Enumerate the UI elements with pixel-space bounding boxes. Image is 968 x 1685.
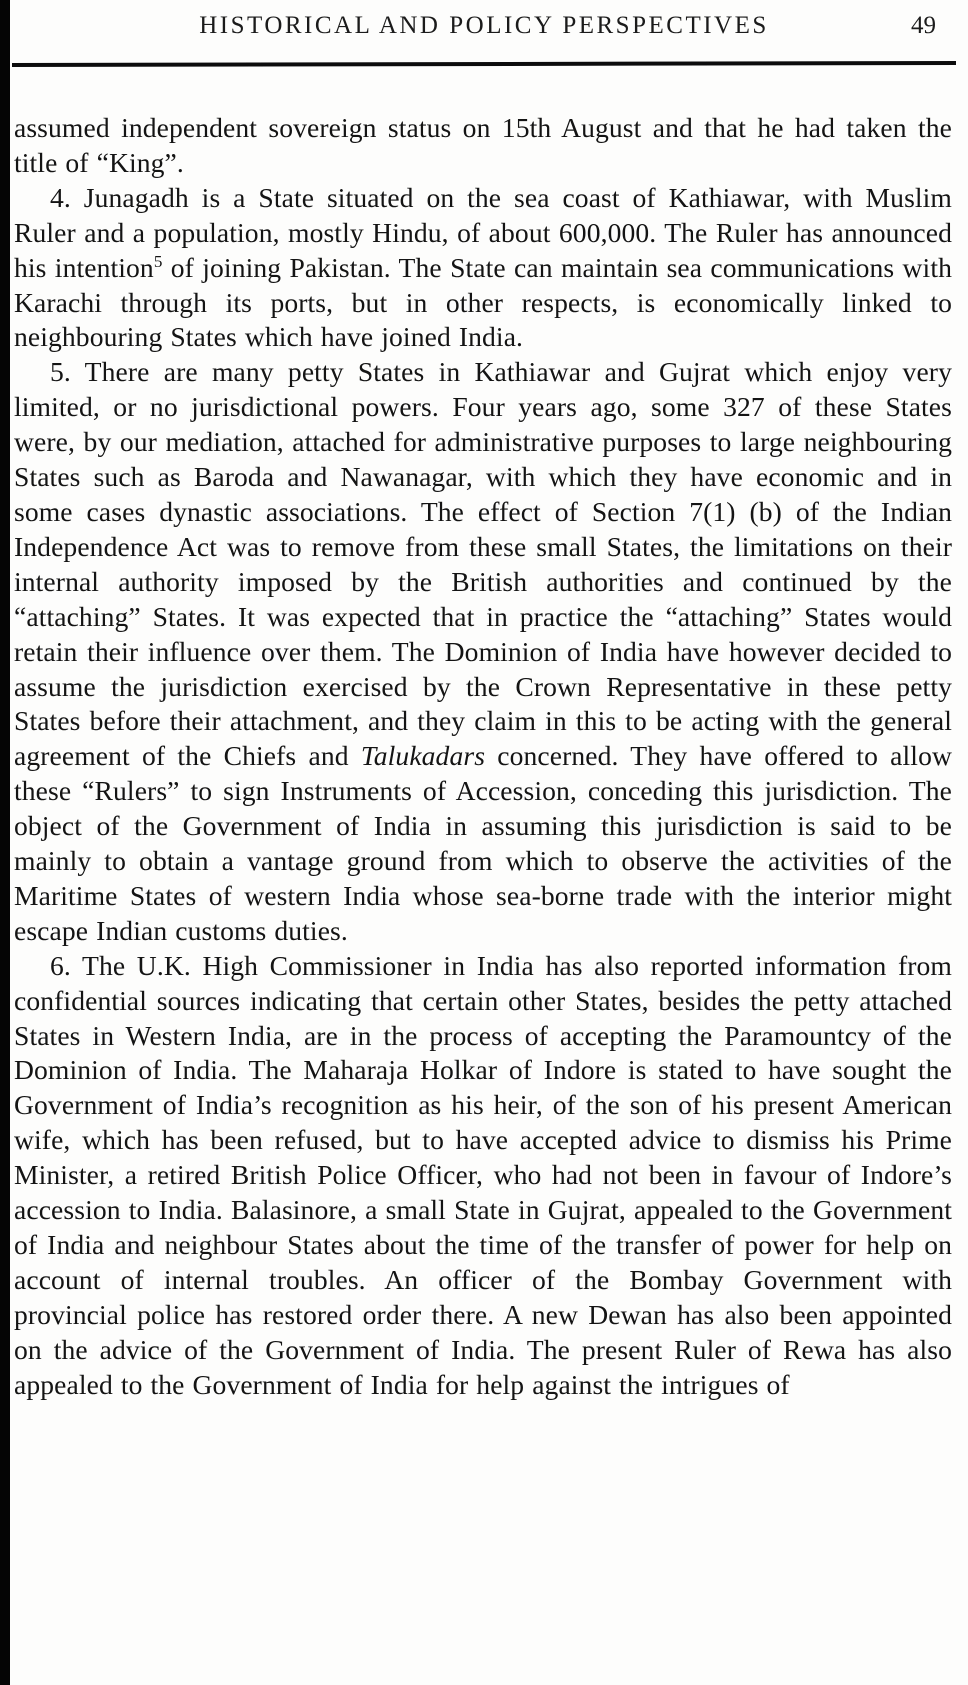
paragraph-5	[14, 355, 952, 948]
page-header	[10, 12, 958, 52]
header-rule	[12, 61, 956, 67]
page-number: 49	[911, 12, 936, 39]
paragraph-6-text: 6. The U.K. High Commissioner in India has also reported information from confidential sources indicating that certain other States, besides the petty attached States in Western India, are in the process of accepting the Paramountcy of the Dominion of India. The Maharaja Holkar of Indore is stated to have sought the Government of India’s recognition as his heir, of the son of his present American wife, which has been refused, but to have accepted advice to dismiss his Prime Minister, a retired British Police Officer, who had not been in favour of Indore’s accession to India. Balasinore, a small State in Gujrat, appealed to the Government of India and neighbour States about the time of the transfer of power for help on account of internal troubles. An officer of the Bombay Government with provincial police has restored order there. A new Dewan has also been appointed on the advice of the Government of India. The present Ruler of Rewa has also appealed to the Government of India for help against the intrigues of	[14, 949, 952, 1400]
paragraph-6	[14, 949, 952, 1403]
scan-gutter-shadow	[0, 0, 10, 1685]
footnote-marker-5: 5	[153, 251, 163, 271]
paragraph-4	[14, 181, 952, 356]
paragraph-5-text-post: concerned. They have offered to allow these “Rulers” to sign Instruments of Accession, conceding this jurisdiction. The object of the Government of India in assuming this jurisdiction is said to be mainly to obtain a vantage ground from which to observe the activities of the Maritime States of western India whose sea-borne trade with the interior might escape Indian customs duties.	[14, 740, 952, 946]
paragraph-4-text-post: of joining Pakistan. The State can maintain sea communications with Karachi through its ports, but in other respects, is economically linked to neighbouring States which have joined India.	[14, 251, 952, 353]
paragraph-continuation	[14, 111, 952, 181]
paragraph-5-text-pre: 5. There are many petty States in Kathiawar and Gujrat which enjoy very limited, or no jurisdictional powers. Four years ago, some 327 of these States were, by our mediation, attached for administrative purposes to large neighbouring States such as Baroda and Nawanagar, with which they have economic and in some cases dynastic associations. The effect of Section 7(1) (b) of the Indian Independence Act was to remove from these small States, the limitations on their internal authority imposed by the British authorities and continued by the “attaching” States. It was expected that in practice the “attaching” States would retain their influence over them. The Dominion of India have however decided to assume the jurisdiction exercised by the Crown Representative in these petty States before their attachment, and they claim in this to be acting with the general agreement of the Chiefs and	[14, 356, 952, 772]
paragraph-5-italic-word: Talukadars	[360, 740, 486, 772]
paragraph-4-text-pre: 4. Junagadh is a State situated on the sea coast of Kathiawar, with Muslim Ruler and a population, mostly Hindu, of about 600,000. The Ruler has announced his intention	[14, 181, 952, 283]
body-text	[14, 111, 952, 1403]
paragraph-continuation-text: assumed independent sovereign status on 15th August and that he had taken the title of “King”.	[14, 112, 952, 178]
running-title: HISTORICAL AND POLICY PERSPECTIVES	[199, 12, 769, 39]
